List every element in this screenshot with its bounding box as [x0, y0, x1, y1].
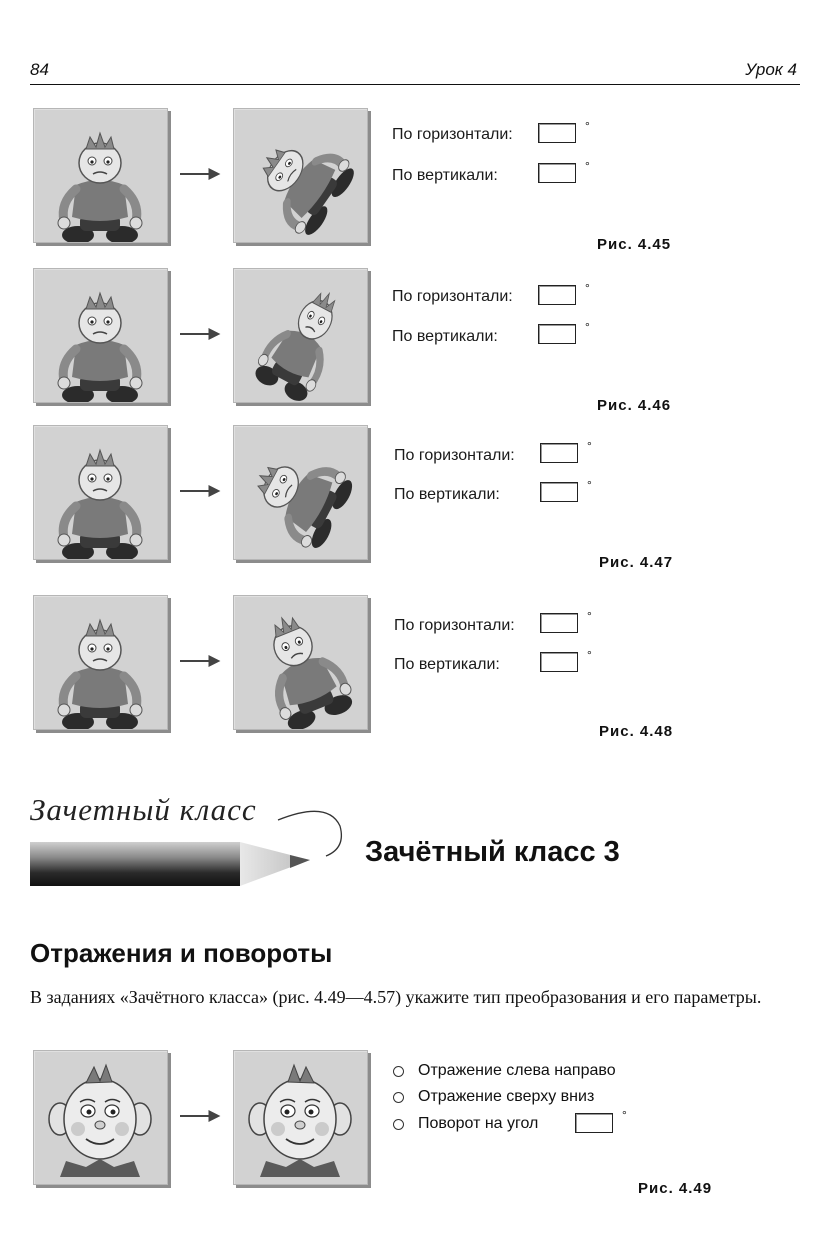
arrow-icon	[178, 653, 224, 669]
horizontal-label: По горизонтали:	[392, 126, 513, 143]
horizontal-angle-input-446[interactable]	[538, 285, 576, 305]
degree-sign: °	[587, 439, 592, 453]
horizontal-label: По горизонтали:	[394, 617, 515, 634]
vertical-label: По вертикали:	[394, 486, 500, 503]
degree-sign: °	[585, 281, 590, 295]
option-rotation-label: Поворот на угол	[418, 1115, 539, 1132]
vertical-label: По вертикали:	[392, 328, 498, 345]
result-image-447	[233, 425, 368, 560]
horizontal-angle-input-445[interactable]	[538, 123, 576, 143]
degree-sign: °	[585, 119, 590, 133]
figure-caption-448: Рис. 4.48	[599, 723, 674, 740]
vertical-label: По вертикали:	[392, 167, 498, 184]
degree-sign: °	[585, 320, 590, 334]
radio-mirror-vertical[interactable]	[393, 1092, 404, 1103]
section-banner-title: Зачётный класс 3	[365, 836, 620, 868]
source-image-449	[33, 1050, 168, 1185]
result-image-446	[233, 268, 368, 403]
arrow-icon	[178, 166, 224, 182]
option-mirror-horizontal-label: Отражение слева направо	[418, 1062, 616, 1079]
banner-script-text: Зачетный класс	[30, 792, 257, 827]
figure-caption-445: Рис. 4.45	[597, 236, 672, 253]
vertical-angle-input-448[interactable]	[540, 652, 578, 672]
instruction-paragraph: В заданиях «Зачётного класса» (рис. 4.49—4.57) укажите тип преобразования и его параметры.	[30, 987, 762, 1007]
source-image-446	[33, 268, 168, 403]
result-image-445	[233, 108, 368, 243]
source-image-445	[33, 108, 168, 243]
rotation-angle-input[interactable]	[575, 1113, 613, 1133]
header-rule	[30, 84, 800, 85]
figure-caption-449: Рис. 4.49	[638, 1180, 713, 1197]
result-image-448	[233, 595, 368, 730]
result-image-449	[233, 1050, 368, 1185]
figure-caption-446: Рис. 4.46	[597, 397, 672, 414]
section-title: Отражения и повороты	[30, 938, 333, 968]
arrow-icon	[178, 1108, 224, 1124]
degree-sign: °	[587, 609, 592, 623]
arrow-icon	[178, 483, 224, 499]
vertical-angle-input-446[interactable]	[538, 324, 576, 344]
arrow-icon	[178, 326, 224, 342]
radio-rotation[interactable]	[393, 1119, 404, 1130]
horizontal-angle-input-448[interactable]	[540, 613, 578, 633]
option-mirror-vertical-label: Отражение сверху вниз	[418, 1088, 595, 1105]
degree-sign: °	[587, 478, 592, 492]
horizontal-label: По горизонтали:	[394, 447, 515, 464]
degree-sign: °	[585, 159, 590, 173]
horizontal-label: По горизонтали:	[392, 288, 513, 305]
degree-sign: °	[587, 648, 592, 662]
degree-sign: °	[622, 1108, 627, 1122]
vertical-angle-input-445[interactable]	[538, 163, 576, 183]
vertical-label: По вертикали:	[394, 656, 500, 673]
horizontal-angle-input-447[interactable]	[540, 443, 578, 463]
source-image-448	[33, 595, 168, 730]
source-image-447	[33, 425, 168, 560]
lesson-title: Урок 4	[745, 60, 797, 79]
radio-mirror-horizontal[interactable]	[393, 1066, 404, 1077]
page-number: 84	[30, 60, 49, 79]
pencil-body	[30, 842, 240, 886]
vertical-angle-input-447[interactable]	[540, 482, 578, 502]
figure-caption-447: Рис. 4.47	[599, 554, 674, 571]
